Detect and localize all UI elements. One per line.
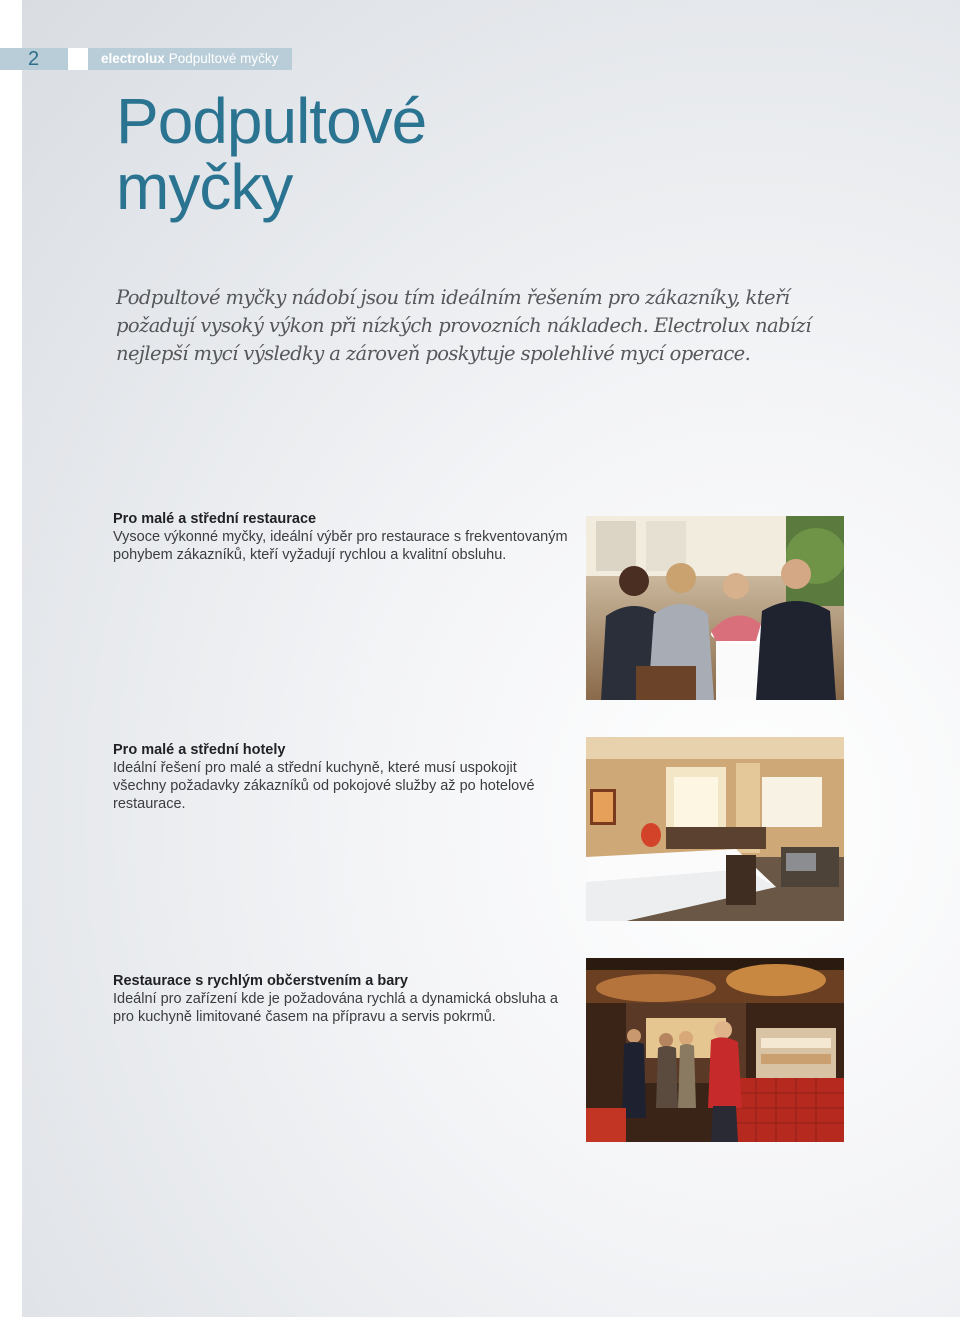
section-fast-food [113,972,573,1026]
header-label [88,48,292,70]
page-header [0,48,292,70]
header-divider [68,48,88,70]
page-title-line-1: Podpultové [116,85,427,157]
section-text: Ideální pro zařízení kde je požadována rychlá a dynamická obsluha a pro kuchyně limitované časem na přípravu a servis pokrmů. [113,991,558,1025]
hotel-room-photo [586,737,844,921]
section-heading: Pro malé a střední hotely [113,742,286,758]
page-title-line-2: myčky [116,151,293,223]
page-title [116,85,616,223]
brand-name: electrolux [101,51,165,66]
section-heading: Restaurace s rychlým občerstvením a bary [113,973,408,989]
section-hotels [113,741,573,813]
page-margin [0,0,22,1317]
page-number: 2 [0,48,68,70]
section-text: Vysoce výkonné myčky, ideální výběr pro restaurace s frekventovaným pohybem zákazníků, kteří vyžadují rychlou a kvalitní obsluhu. [113,529,568,563]
header-section-name: Podpultové myčky [168,51,279,66]
section-heading: Pro malé a střední restaurace [113,511,317,527]
intro-paragraph: Podpultové myčky nádobí jsou tím ideálním řešením pro zákazníky, kteří požadují vysoký výkon při nízkých provozních nákladech. Electrolux nabízí nejlepší mycí výsledky a zároveň poskytuje spolehlivé mycí operace. [116,286,811,365]
section-restaurants [113,510,573,564]
fast-food-photo [586,958,844,1142]
section-text: Ideální řešení pro malé a střední kuchyně, které musí uspokojit všechny požadavky zákazníků od pokojové služby až po hotelové restaurace. [113,760,535,812]
restaurant-photo [586,516,844,700]
